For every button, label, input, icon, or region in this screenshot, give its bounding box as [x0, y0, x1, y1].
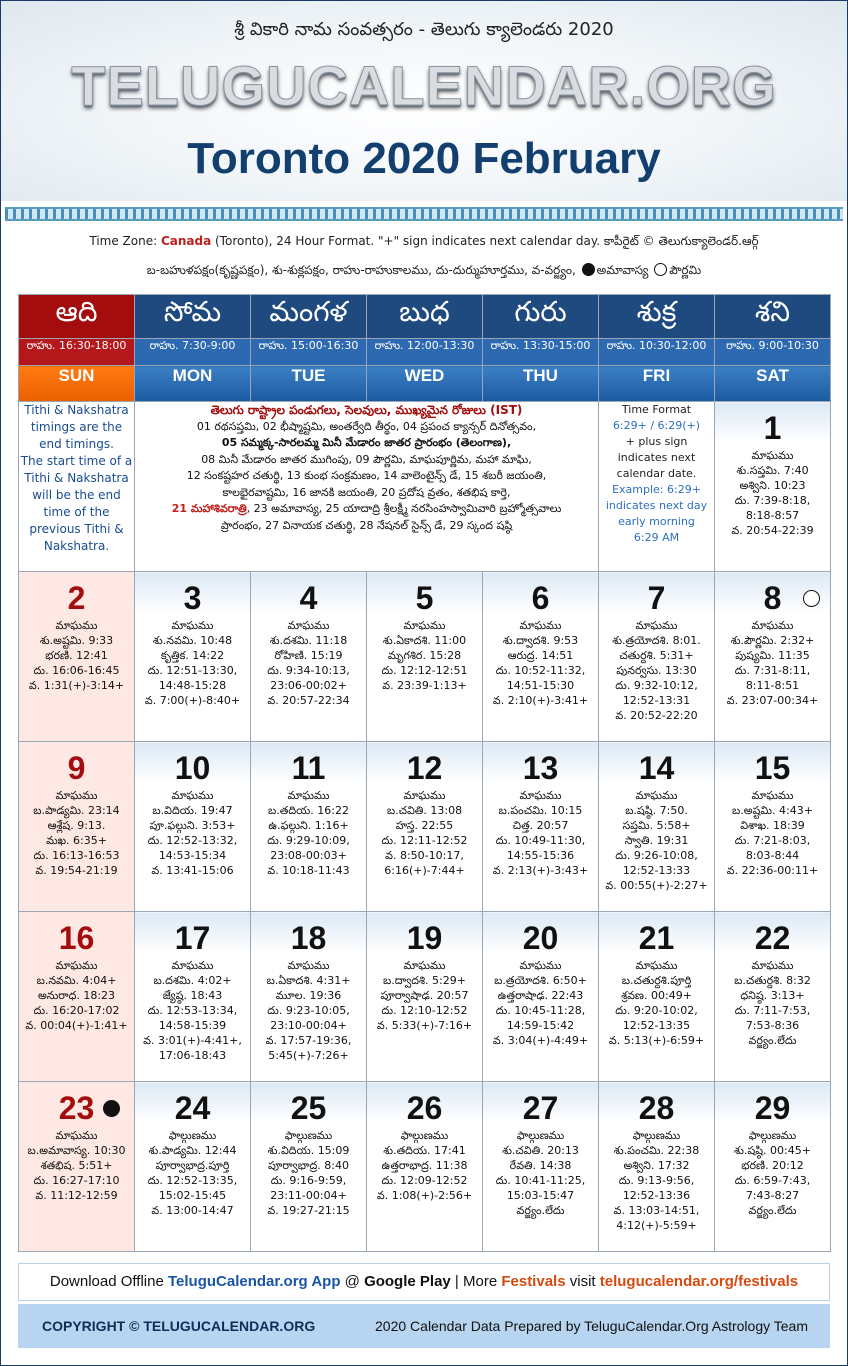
day-cell[interactable]: 13 మాఘము బ.పంచమి. 10:15 చిత్త. 20:57 దు. 10:49-11:30, 14:55-15:36 వ. 2:13(+)-3:43+: [483, 742, 599, 912]
day-cell[interactable]: 10 మాఘము బ.విదియ. 19:47 పూ.ఫల్గుని. 3:53+ దు. 12:52-13:32, 14:53-15:34 వ. 13:41-15:06: [135, 742, 251, 912]
weekday-te: శుక్ర: [599, 295, 715, 339]
day-number: 26: [406, 1090, 443, 1126]
day-cell[interactable]: 16 మాఘము బ.నవమి. 4:04+ అనురాధ. 18:23 దు. 16:20-17:02 వ. 00:04(+)-1:41+: [19, 912, 135, 1082]
weekday-telugu-row: [19, 295, 831, 339]
weekday-te: మంగళ: [251, 295, 367, 339]
day-cell[interactable]: 3 మాఘము శు.నవమి. 10:48 కృత్తిక. 14:22 దు. 12:51-13:30, 14:48-15:28 వ. 7:00(+)-8:40+: [135, 572, 251, 742]
day-number: 2: [67, 580, 86, 616]
copyright-bar: [18, 1304, 830, 1348]
page-title: Toronto 2020 February: [187, 134, 661, 183]
calendar-grid: [18, 294, 831, 1252]
tithi-note: Tithi & Nakshatra timings are the end timings. The start time of a Tithi & Nakshatra will be the end time of the previous Tithi & Nakshatra.: [19, 402, 135, 572]
festivals-link[interactable]: Festivals: [501, 1273, 566, 1290]
week-row-2: [19, 572, 831, 742]
new-moon-icon: [582, 263, 595, 276]
day-cell[interactable]: 14 మాఘము బ.షష్ఠి. 7:50. సప్తమి. 5:58+ స్వాతి. 19:31 దు. 9:26-10:08, 12:52-13:33 వ. 00:55(+)-2:27+: [599, 742, 715, 912]
rahukalam: రాహు. 15:00-16:30: [251, 339, 367, 366]
day-cell[interactable]: 28 ఫాల్గుణము శు.పంచమి. 22:38 అశ్విని. 17:32 దు. 9:13-9:56, 12:52-13:36 వ. 13:03-14:51, 4:12(+)-5:59+: [599, 1082, 715, 1252]
weekday-en: FRI: [599, 366, 715, 402]
full-moon-icon: [654, 263, 667, 276]
week-row-1: [19, 402, 831, 572]
day-number: 22: [754, 920, 791, 956]
new-moon-icon: [103, 1100, 120, 1117]
weekday-en: MON: [135, 366, 251, 402]
prepared-by-text: 2020 Calendar Data Prepared by TeluguCalendar.Org Astrology Team: [375, 1318, 808, 1334]
rahukalam: రాహు. 10:30-12:00: [599, 339, 715, 366]
weekday-en: WED: [367, 366, 483, 402]
day-cell[interactable]: 17 మాఘము బ.దశమి. 4:02+ జ్యేష్ఠ. 18:43 దు. 12:53-13:34, 14:58-15:39 వ. 3:01(+)-4:41+, 17:06-18:43: [135, 912, 251, 1082]
rahukalam: రాహు. 12:00-13:30: [367, 339, 483, 366]
day-cell[interactable]: 27 ఫాల్గుణము శు.చవితి. 20:13 రేవతి. 14:38 దు. 10:41-11:25, 15:03-15:47 వర్జ్యం.లేదు: [483, 1082, 599, 1252]
day-cell[interactable]: 25 ఫాల్గుణము శు.విదియ. 15:09 పూర్వాభాద్ర. 8:40 దు. 9:16-9:59, 23:11-00:04+ వ. 19:27-21:15: [251, 1082, 367, 1252]
google-play-link[interactable]: Google Play: [364, 1273, 451, 1290]
download-banner: Download Offline TeluguCalendar.org App @ Google Play | More Festivals visit telugucalendar.org/festivals: [18, 1263, 830, 1301]
day-number: 8: [763, 580, 782, 616]
day-cell[interactable]: 11 మాఘము బ.తదియ. 16:22 ఉ.ఫల్గుని. 1:16+ దు. 9:29-10:09, 23:08-00:03+ వ. 10:18-11:43: [251, 742, 367, 912]
day-cell[interactable]: 8 మాఘము శు.పౌర్ణమి. 2:32+ పుష్యమి. 11:35 దు. 7:31-8:11, 8:11-8:51 వ. 23:07-00:34+: [715, 572, 831, 742]
day-number: 14: [638, 750, 675, 786]
day-cell[interactable]: 19 మాఘము బ.ద్వాదశి. 5:29+ పూర్వాషాఢ. 20:57 దు. 12:10-12:52 వ. 5:33(+)-7:16+: [367, 912, 483, 1082]
weekday-te: గురు: [483, 295, 599, 339]
day-cell[interactable]: 22 మాఘము బ.చతుర్దశి. 8:32 ధనిష్ఠ. 3:13+ దు. 7:11-7:53, 7:53-8:36 వర్జ్యం.లేదు: [715, 912, 831, 1082]
day-number: 27: [522, 1090, 559, 1126]
rahukalam: రాహు. 13:30-15:00: [483, 339, 599, 366]
day-number: 28: [638, 1090, 675, 1126]
week-row-4: [19, 912, 831, 1082]
day-number: 18: [290, 920, 327, 956]
day-number: 4: [299, 580, 318, 616]
timezone-info: Time Zone: Canada (Toronto), 24 Hour Format. "+" sign indicates next calendar day. కాపీరైట్ © తెలుగుక్యాలెండర్.ఆర్గ్: [89, 234, 759, 248]
app-link[interactable]: TeluguCalendar.org App: [167, 1273, 341, 1290]
weekday-en: SUN: [19, 366, 135, 402]
weekday-en: TUE: [251, 366, 367, 402]
day-number: 24: [174, 1090, 211, 1126]
day-cell[interactable]: 24 ఫాల్గుణము శు.పాడ్యమి. 12:44 పూర్వాభాద్ర.పూర్తి దు. 12:52-13:35, 15:02-15:45 వ. 13:00-14:47: [135, 1082, 251, 1252]
day-number: 1: [763, 410, 782, 446]
day-number: 17: [174, 920, 211, 956]
rahukalam: రాహు. 7:30-9:00: [135, 339, 251, 366]
day-cell[interactable]: 5 మాఘము శు.ఏకాదశి. 11:00 మృగశిర. 15:28 దు. 12:12-12:51 వ. 23:39-1:13+: [367, 572, 483, 742]
day-number: 23: [58, 1090, 95, 1126]
festivals-title: తెలుగు రాష్ట్రాల పండుగలు, సెలవులు, ముఖ్యమైన రోజులు (IST): [210, 403, 523, 417]
day-number: 5: [415, 580, 434, 616]
weekday-english-row: [19, 366, 831, 402]
day-number: 16: [58, 920, 95, 956]
day-number: 9: [67, 750, 86, 786]
day-cell[interactable]: 7 మాఘము శు.త్రయోదశి. 8:01. చతుర్దశి. 5:31+ పునర్వసు. 13:30 దు. 9:32-10:12, 12:52-13:31 వ. 20:52-22:20: [599, 572, 715, 742]
weekday-te: బుధ: [367, 295, 483, 339]
day-number: 15: [754, 750, 791, 786]
day-cell[interactable]: 9 మాఘము బ.పాడ్యమి. 23:14 ఆశ్లేష. 9:13. మఖ. 6:35+ దు. 16:13-16:53 వ. 19:54-21:19: [19, 742, 135, 912]
day-number: 21: [638, 920, 675, 956]
day-number: 20: [522, 920, 559, 956]
rahukalam: రాహు. 16:30-18:00: [19, 339, 135, 366]
weekday-en: SAT: [715, 366, 831, 402]
day-number: 25: [290, 1090, 327, 1126]
day-cell[interactable]: 1 మాఘము శు.సప్తమి. 7:40 అశ్విని. 10:23 దు. 7:39-8:18, 8:18-8:57 వ. 20:54-22:39: [715, 402, 831, 572]
day-number: 10: [174, 750, 211, 786]
weekday-te: సోమ: [135, 295, 251, 339]
rahukalam-row: [19, 339, 831, 366]
day-number: 3: [183, 580, 202, 616]
day-cell[interactable]: 4 మాఘము శు.దశమి. 11:18 రోహిణి. 15:19 దు. 9:34-10:13, 23:06-00:02+ వ. 20:57-22:34: [251, 572, 367, 742]
weekday-te: శని: [715, 295, 831, 339]
week-row-3: [19, 742, 831, 912]
week-row-5: [19, 1082, 831, 1252]
abbreviation-legend: బ-బహుళపక్షం(కృష్ణపక్షం), శు-శుక్లపక్షం, రాహు-రాహుకాలము, దు-దుర్ముహూర్తము, వ-వర్జ్యం, అమావాస్య పౌర్ణమి: [146, 263, 702, 277]
festivals-list: తెలుగు రాష్ట్రాల పండుగలు, సెలవులు, ముఖ్యమైన రోజులు (IST) 01 రథసప్తమి, 02 భీష్మాష్టమి, అంతర్వేది తీర్థం, 04 ప్రపంచ క్యాన్సర్ దినోత్సవం, 05 సమ్మక్క-సారలమ్మ మినీ మేడారం జాతర ప్రారంభం (తెలంగాణ), 08 మినీ మేడారం జాతర ముగింపు, 09 పౌర్ణమి, మాఘపూర్ణిమ, మహా మాఘి, 12 సంకష్టహర చతుర్థి, 13 కుంభ సంక్రమణం, 14 వాలెంటైన్స్ డే, 15 శబరీ జయంతి, కాలభైరవాష్టమి, 16 జానకి జయంతి, 20 ప్రదోష వ్రతం, శతభిష కార్తె, 21 మహాశివరాత్రి, 23 అమావాస్య, 25 యాదాద్రి శ్రీలక్ష్మీ నరసింహస్వామివారి బ్రహ్మోత్సవాలు ప్రారంభం, 27 వినాయక చతుర్థి, 28 నేషనల్ సైన్స్ డే, 29 స్కంద షష్ఠి: [135, 402, 599, 572]
day-cell[interactable]: 18 మాఘము బ.ఏకాదశి. 4:31+ మూల. 19:36 దు. 9:23-10:05, 23:10-00:04+ వ. 17:57-19:36, 5:45(+)-7:26+: [251, 912, 367, 1082]
day-cell[interactable]: 15 మాఘము బ.అష్టమి. 4:43+ విశాఖ. 18:39 దు. 7:21-8:03, 8:03-8:44 వ. 22:36-00:11+: [715, 742, 831, 912]
day-cell[interactable]: 29 ఫాల్గుణము శు.షష్ఠి. 00:45+ భరణి. 20:12 దు. 6:59-7:43, 7:43-8:27 వర్జ్యం.లేదు: [715, 1082, 831, 1252]
festivals-url-link[interactable]: telugucalendar.org/festivals: [599, 1273, 799, 1290]
day-cell[interactable]: 26 ఫాల్గుణము శు.తదియ. 17:41 ఉత్తరాభాద్ర. 11:38 దు. 12:09-12:52 వ. 1:08(+)-2:56+: [367, 1082, 483, 1252]
top-title: శ్రీ వికారి నామ సంవత్సరం - తెలుగు క్యాలెండరు 2020: [234, 19, 614, 40]
day-number: 19: [406, 920, 443, 956]
day-cell[interactable]: 2 మాఘము శు.అష్టమి. 9:33 భరణి. 12:41 దు. 16:06-16:45 వ. 1:31(+)-3:14+: [19, 572, 135, 742]
day-cell[interactable]: 12 మాఘము బ.చవితి. 13:08 హస్త. 22:55 దు. 12:11-12:52 వ. 8:50-10:17, 6:16(+)-7:44+: [367, 742, 483, 912]
weekday-en: THU: [483, 366, 599, 402]
day-number: 29: [754, 1090, 791, 1126]
day-cell[interactable]: 6 మాఘము శు.ద్వాదశి. 9:53 ఆరుద్ర. 14:51 దు. 10:52-11:32, 14:51-15:30 వ. 2:10(+)-3:41+: [483, 572, 599, 742]
header-banner: [1, 1, 847, 201]
copyright-text: COPYRIGHT © TELUGUCALENDAR.ORG: [42, 1318, 316, 1334]
day-cell[interactable]: 21 మాఘము బ.చతుర్దశి.పూర్తి శ్రవణ. 00:49+ దు. 9:20-10:02, 12:52-13:35 వ. 5:13(+)-6:59+: [599, 912, 715, 1082]
time-format-note: Time Format 6:29+ / 6:29(+) + plus sign indicates next calendar date. Example: 6:29+ indicates next day early morning 6:29 AM: [599, 402, 715, 572]
day-number: 12: [406, 750, 443, 786]
day-number: 6: [531, 580, 550, 616]
site-logo[interactable]: TELUGUCALENDAR.ORG: [71, 54, 777, 117]
day-number: 11: [291, 750, 326, 786]
weekday-te: ఆది: [19, 295, 135, 339]
day-cell[interactable]: 20 మాఘము బ.త్రయోదశి. 6:50+ ఉత్తరాషాఢ. 22:43 దు. 10:45-11:28, 14:59-15:42 వ. 3:04(+)-4:49+: [483, 912, 599, 1082]
day-cell[interactable]: 23 మాఘము బ.అమావాస్య. 10:30 శతభిష. 5:51+ దు. 16:27-17:10 వ. 11:12-12:59: [19, 1082, 135, 1252]
rahukalam: రాహు. 9:00-10:30: [715, 339, 831, 366]
ornament-divider: [5, 207, 843, 221]
day-number: 13: [522, 750, 559, 786]
day-number: 7: [647, 580, 666, 616]
full-moon-icon: [803, 590, 820, 607]
